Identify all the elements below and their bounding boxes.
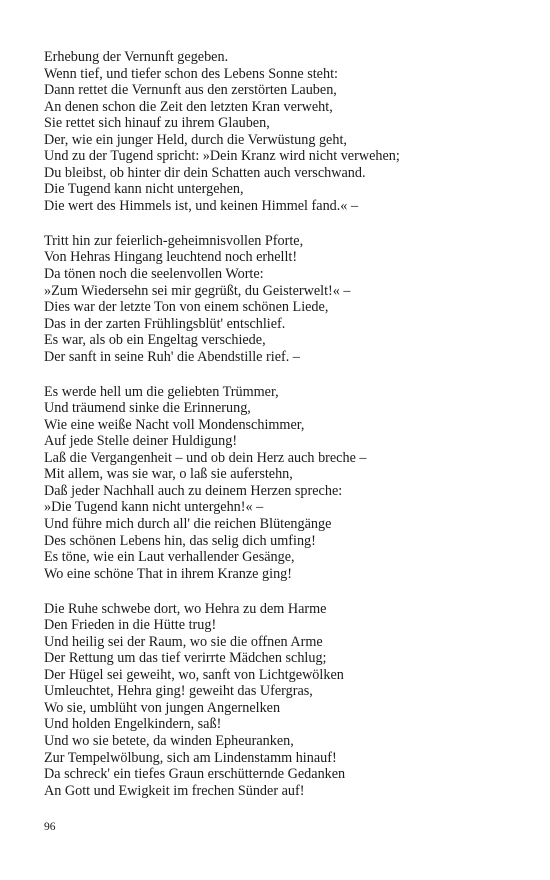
verse-line: Es war, als ob ein Engeltag verschiede,: [44, 332, 266, 349]
verse-line: Dann rettet die Vernunft aus den zerstörten Lauben,: [44, 82, 337, 99]
verse-line: »Zum Wiedersehn sei mir gegrüßt, du Geisterwelt!« –: [44, 282, 351, 299]
verse-line: Der Rettung um das tief verirrte Mädchen schlug;: [44, 650, 327, 667]
page-number: 96: [44, 821, 56, 833]
verse-line: Von Hehras Hingang leuchtend noch erhellt!: [44, 249, 298, 266]
verse-line: Die Ruhe schwebe dort, wo Hehra zu dem Harme: [44, 600, 327, 617]
verse-line: Laß die Vergangenheit – und ob dein Herz auch breche –: [44, 449, 367, 466]
verse-line: Tritt hin zur feierlich-geheimnisvollen Pforte,: [44, 232, 304, 249]
verse-line: Es töne, wie ein Laut verhallender Gesänge,: [44, 549, 295, 566]
verse-line: Der Hügel sei geweiht, wo, sanft von Lichtgewölken: [44, 666, 344, 683]
verse-line: Mit allem, was sie war, o laß sie auferstehn,: [44, 466, 293, 483]
verse-line: Daß jeder Nachhall auch zu deinem Herzen spreche:: [44, 482, 343, 499]
verse-line: Der sanft in seine Ruh' die Abendstille rief. –: [44, 348, 300, 365]
verse-line: Und heilig sei der Raum, wo sie die offnen Arme: [44, 633, 323, 650]
stanza-1: [44, 49, 534, 214]
verse-line: Des schönen Lebens hin, das selig dich umfing!: [44, 532, 316, 549]
verse-line: Wenn tief, und tiefer schon des Lebens Sonne steht:: [44, 65, 338, 82]
verse-line: Erhebung der Vernunft gegeben.: [44, 49, 229, 65]
verse-line: Und holden Engelkindern, saß!: [44, 716, 222, 733]
verse-line: Die wert des Himmels ist, und keinen Himmel fand.« –: [44, 197, 359, 214]
verse-line: Sie rettet sich hinauf zu ihrem Glauben,: [44, 115, 270, 132]
verse-line: Da tönen noch die seelenvollen Worte:: [44, 265, 264, 282]
verse-line: Auf jede Stelle deiner Huldigung!: [44, 433, 238, 450]
stanza-4: [44, 601, 534, 800]
verse-line: Und wo sie betete, da winden Epheuranken,: [44, 732, 294, 749]
verse-line: Wie eine weiße Nacht voll Mondenschimmer,: [44, 416, 305, 433]
verse-line: Wo eine schöne That in ihrem Kranze ging!: [44, 565, 292, 582]
verse-line: »Die Tugend kann nicht untergehn!« –: [44, 499, 264, 516]
verse-line: Den Frieden in die Hütte trug!: [44, 617, 217, 634]
verse-line: Es werde hell um die geliebten Trümmer,: [44, 383, 279, 400]
verse-line: Der, wie ein junger Held, durch die Verwüstung geht,: [44, 131, 347, 148]
verse-line: An denen schon die Zeit den letzten Kran verweht,: [44, 98, 333, 115]
verse-line: Dies war der letzte Ton von einem schönen Liede,: [44, 299, 329, 316]
verse-line: Du bleibst, ob hinter dir dein Schatten auch verschwand.: [44, 164, 366, 181]
verse-line: Wo sie, umblüht von jungen Angernelken: [44, 699, 281, 716]
verse-line: Da schreck' ein tiefes Graun erschütternde Gedanken: [44, 766, 346, 783]
verse-line: Und träumend sinke die Erinnerung,: [44, 400, 251, 417]
poem-text: [44, 49, 534, 818]
stanza-3: [44, 384, 534, 583]
verse-line: Zur Tempelwölbung, sich am Lindenstamm hinauf!: [44, 749, 337, 766]
verse-line: Das in der zarten Frühlingsblüt' entschlief.: [44, 315, 286, 332]
verse-line: Die Tugend kann nicht untergehen,: [44, 181, 244, 198]
verse-line: An Gott und Ewigkeit im frechen Sünder auf!: [44, 782, 305, 799]
verse-line: Und zu der Tugend spricht: »Dein Kranz wird nicht verwehen;: [44, 148, 400, 165]
verse-line: Umleuchtet, Hehra ging! geweiht das Ufergras,: [44, 683, 313, 700]
stanza-2: [44, 233, 534, 365]
verse-line: Und führe mich durch all' die reichen Blütengänge: [44, 516, 332, 532]
